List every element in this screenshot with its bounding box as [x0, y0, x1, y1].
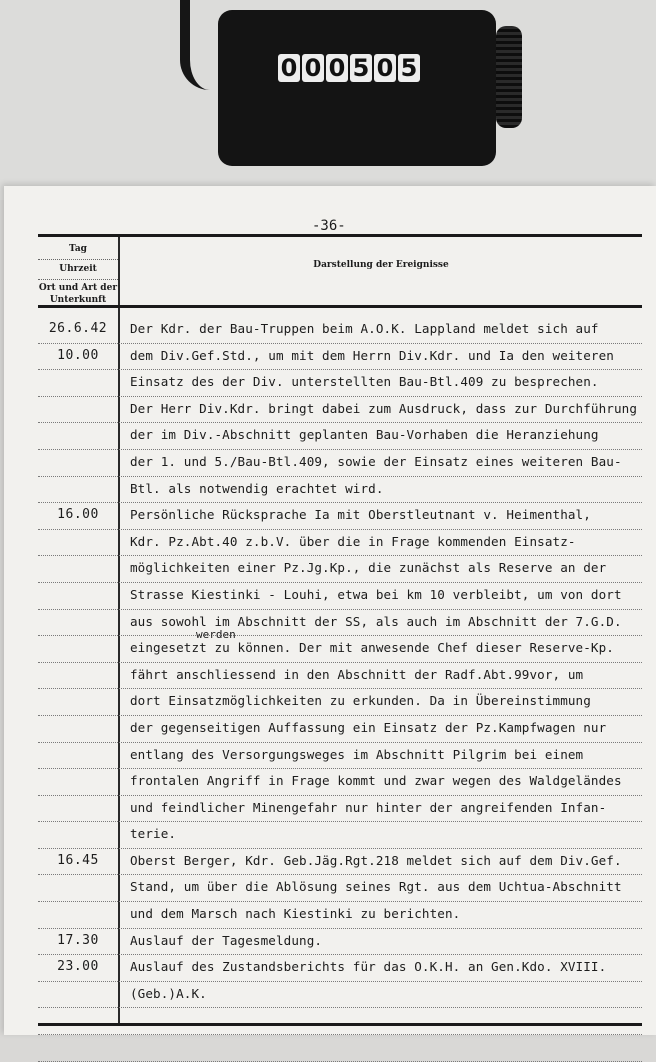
table-row [38, 929, 642, 956]
entry-time: 23.00 [57, 959, 99, 975]
entry-text: Einsatz des der Div. unterstellten Bau-Btl.409 zu besprechen. [130, 374, 599, 390]
table-row [38, 796, 642, 823]
entry-text: Oberst Berger, Kdr. Geb.Jäg.Rgt.218 meldet sich auf dem Div.Gef. [130, 852, 622, 868]
counter-digit: 0 [302, 54, 324, 82]
entry-text: Stand, um über die Ablösung seines Rgt. aus dem Uchtua-Abschnitt [130, 879, 622, 895]
entry-text: der im Div.-Abschnitt geplanten Bau-Vorhaben die Heranziehung [130, 427, 599, 443]
entry-time: 26.6.42 [48, 321, 108, 336]
counter-digit: 0 [326, 54, 348, 82]
table-row [38, 397, 642, 424]
table-row [38, 955, 642, 982]
counter-digit: 5 [398, 54, 420, 82]
table-row [38, 423, 642, 450]
entry-text: Der Herr Div.Kdr. bringt dabei zum Ausdruck, dass zur Durchführung [130, 400, 638, 416]
frame-counter-device [218, 10, 496, 166]
table-row [38, 822, 642, 849]
header-left-column [38, 240, 118, 308]
table-row [38, 344, 642, 371]
entry-text: der 1. und 5./Bau-Btl.409, sowie der Einsatz eines weiteren Bau- [130, 453, 622, 469]
table-header-rule [38, 305, 642, 308]
entry-text: dem Div.Gef.Std., um mit dem Herrn Div.Kdr. und Ia den weiteren [130, 347, 614, 363]
entry-time: 16.00 [57, 507, 99, 523]
entry-time: 10.00 [57, 347, 99, 363]
table-bottom-rule [38, 1023, 642, 1026]
entry-text: entlang des Versorgungsweges im Abschnitt Pilgrim bei einem [130, 746, 584, 762]
table-row [38, 628, 642, 663]
table-row [38, 556, 642, 583]
entry-text: Strasse Kiestinki - Louhi, etwa bei km 10 verbleibt, um von dort [130, 586, 622, 602]
photo-background [0, 0, 656, 200]
entry-text: möglichkeiten einer Pz.Jg.Kp., die zunächst als Reserve an der [130, 560, 607, 576]
table-row [38, 583, 642, 610]
entry-text: der gegenseitigen Auffassung ein Einsatz der Pz.Kampfwagen nur [130, 719, 607, 735]
entry-text: und dem Marsch nach Kiestinki zu berichten. [130, 906, 461, 922]
entry-text: frontalen Angriff in Frage kommt und zwar wegen des Waldgeländes [130, 773, 622, 789]
table-top-rule [38, 234, 642, 237]
table-row [38, 769, 642, 796]
counter-knob [496, 26, 522, 128]
entry-time: 16.45 [57, 852, 99, 868]
table-row [38, 689, 642, 716]
table-row [38, 530, 642, 557]
table-row [38, 743, 642, 770]
header-darstellung: Darstellung der Ereignisse [313, 260, 449, 270]
entry-text: terie. [130, 826, 177, 842]
counter-digit: 0 [278, 54, 300, 82]
table-row [38, 875, 642, 902]
table-row [38, 450, 642, 477]
table-row [38, 370, 642, 397]
entry-text: Btl. als notwendig erachtet wird. [130, 480, 384, 496]
entry-text: aus sowohl im Abschnitt der SS, als auch im Abschnitt der 7.G.D. [130, 613, 622, 629]
interlinear-insertion: werden [196, 628, 236, 642]
entry-time: 17.30 [57, 932, 99, 948]
table-row [38, 849, 642, 876]
entry-text: Auslauf der Tagesmeldung. [130, 932, 323, 948]
table-row [38, 1035, 642, 1062]
entry-text: Kdr. Pz.Abt.40 z.b.V. über die in Frage kommenden Einsatz- [130, 533, 576, 549]
document-page [4, 186, 656, 1035]
counter-digit: 0 [374, 54, 396, 82]
counter-digit: 5 [350, 54, 372, 82]
entries-table [38, 317, 642, 1062]
table-row [38, 982, 642, 1009]
header-ort: Ort und Art der Unterkunft [38, 283, 118, 305]
table-row [38, 1008, 642, 1035]
table-row [38, 503, 642, 530]
entry-text: dort Einsatzmöglichkeiten zu erkunden. Da in Übereinstimmung [130, 693, 591, 709]
counter-display [278, 54, 420, 84]
page-number: -36- [312, 218, 346, 234]
table-row [38, 477, 642, 504]
entry-text: Auslauf des Zustandsberichts für das O.K.H. an Gen.Kdo. XVIII. [130, 959, 607, 975]
entry-text: und feindlicher Minengefahr nur hinter der angreifenden Infan- [130, 799, 607, 815]
entry-text: fährt anschliessend in den Abschnitt der Radf.Abt.99vor, um [130, 666, 584, 682]
entry-text: (Geb.)A.K. [130, 985, 207, 1001]
table-row [38, 716, 642, 743]
entry-text: Der Kdr. der Bau-Truppen beim A.O.K. Lappland meldet sich auf [130, 321, 599, 336]
table-row [38, 902, 642, 929]
entry-text: eingesetzt zu können. Der mit anwesende Chef dieser Reserve-Kp. [130, 640, 614, 656]
table-row [38, 663, 642, 690]
header-tag: Tag [38, 240, 118, 260]
header-uhrzeit: Uhrzeit [38, 260, 118, 280]
table-row [38, 317, 642, 344]
entry-text: Persönliche Rücksprache Ia mit Oberstleutnant v. Heimenthal, [130, 507, 591, 523]
table-row [38, 610, 642, 637]
